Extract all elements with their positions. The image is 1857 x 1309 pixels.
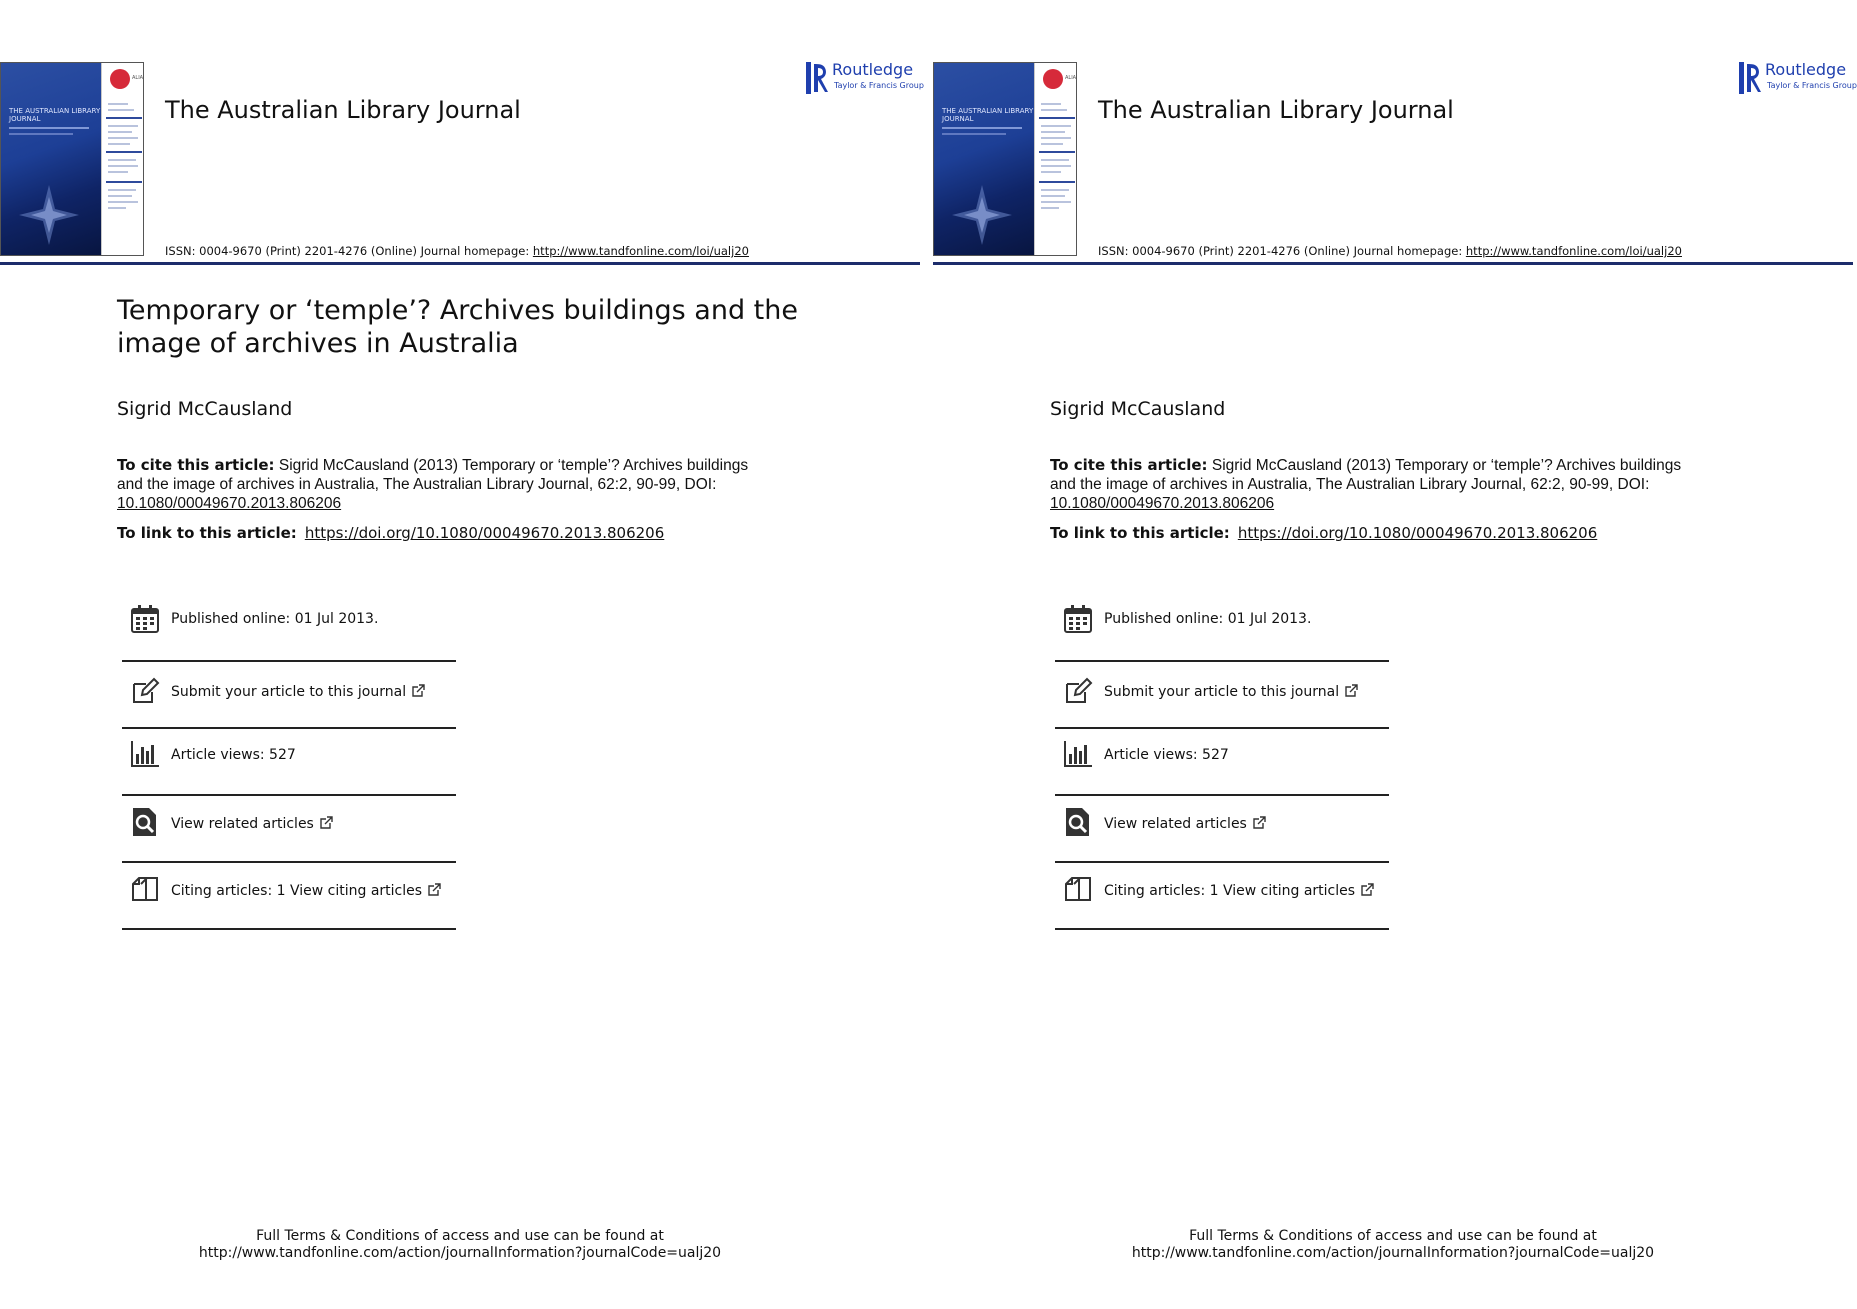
calendar-icon	[1063, 604, 1093, 634]
edit-icon	[130, 676, 160, 706]
publisher-logo	[1734, 60, 1857, 96]
info-row-views	[1055, 729, 1389, 796]
journal-homepage-link[interactable]: http://www.tandfonline.com/loi/ualj20	[532, 244, 749, 258]
published-online-text: Published online: 01 Jul 2013.	[1104, 611, 1312, 627]
terms-line: Full Terms & Conditions of access and use can be found at	[256, 1228, 664, 1244]
edit-icon	[1063, 676, 1093, 706]
cover-front	[934, 63, 1034, 255]
info-row-views	[122, 729, 456, 796]
issn-line	[1098, 244, 1682, 258]
cover-seal-text: ALIA	[1065, 75, 1077, 81]
article-link-line	[1050, 524, 1597, 542]
journal-title: The Australian Library Journal	[1098, 96, 1454, 124]
header-divider	[933, 262, 1853, 265]
citing-articles-icon	[130, 874, 160, 904]
publisher-name: Routledge	[832, 60, 914, 79]
issn-line	[165, 244, 749, 258]
publisher-name: Routledge	[1765, 60, 1847, 79]
external-link-icon	[1345, 684, 1358, 697]
submit-article-link[interactable]: Submit your article to this journal	[171, 684, 425, 700]
published-online-text: Published online: 01 Jul 2013.	[171, 611, 379, 627]
publisher-subtitle: Taylor & Francis Group	[834, 81, 924, 90]
article-views-text: Article views: 527	[1104, 747, 1229, 763]
journal-cover-thumbnail	[933, 62, 1077, 256]
citation-text: Sigrid McCausland (2013) Temporary or ‘temple’? Archives buildings and the image of archives in Australia, The Australian Library Journal, 62:2, 90-99, DOI:	[117, 457, 749, 493]
external-link-icon	[1253, 816, 1266, 829]
article-info-list	[1055, 596, 1389, 930]
terms-and-conditions	[933, 1228, 1853, 1262]
alia-seal-icon	[110, 69, 130, 89]
citation-block	[1050, 456, 1690, 513]
star-emblem-icon	[17, 183, 81, 247]
info-row-published	[122, 596, 456, 662]
cover-title: THE AUSTRALIAN LIBRARY JOURNAL	[9, 107, 101, 123]
info-row-submit[interactable]	[1055, 662, 1389, 729]
issn-text: ISSN: 0004-9670 (Print) 2201-4276 (Online) Journal homepage:	[165, 244, 533, 258]
search-document-icon	[130, 807, 160, 837]
bar-chart-icon	[1063, 739, 1093, 769]
external-link-icon	[320, 816, 333, 829]
star-emblem-icon	[950, 183, 1014, 247]
article-link-label: To link to this article:	[1050, 524, 1230, 542]
cover-seal-text: ALIA	[132, 75, 144, 81]
info-row-citing[interactable]	[1055, 863, 1389, 930]
citation-label: To cite this article:	[117, 456, 275, 474]
cover-page-left	[0, 0, 924, 1309]
article-doi-url-link[interactable]: https://doi.org/10.1080/00049670.2013.806206	[1237, 524, 1598, 542]
citing-articles-icon	[1063, 874, 1093, 904]
article-link-label: To link to this article:	[117, 524, 297, 542]
bar-chart-icon	[130, 739, 160, 769]
journal-title: The Australian Library Journal	[165, 96, 521, 124]
cover-contents	[1034, 63, 1076, 255]
search-document-icon	[1063, 807, 1093, 837]
citing-articles-link[interactable]: Citing articles: 1 View citing articles	[171, 883, 441, 899]
terms-line: Full Terms & Conditions of access and use can be found at	[1189, 1228, 1597, 1244]
external-link-icon	[1361, 883, 1374, 896]
submit-article-link[interactable]: Submit your article to this journal	[1104, 684, 1358, 700]
related-articles-link[interactable]: View related articles	[1104, 816, 1266, 832]
journal-homepage-link[interactable]: http://www.tandfonline.com/loi/ualj20	[1465, 244, 1682, 258]
article-doi-url-link[interactable]: https://doi.org/10.1080/00049670.2013.806206	[304, 524, 665, 542]
citation-doi-link[interactable]: 10.1080/00049670.2013.806206	[1050, 495, 1275, 512]
cover-contents	[101, 63, 143, 255]
article-info-list	[122, 596, 456, 930]
terms-url[interactable]: http://www.tandfonline.com/action/journalInformation?journalCode=ualj20	[1131, 1245, 1655, 1261]
cover-front	[1, 63, 101, 255]
citation-label: To cite this article:	[1050, 456, 1208, 474]
author-name: Sigrid McCausland	[117, 398, 293, 420]
journal-cover-thumbnail	[0, 62, 144, 256]
calendar-icon	[130, 604, 160, 634]
external-link-icon	[412, 684, 425, 697]
info-row-submit[interactable]	[122, 662, 456, 729]
author-name: Sigrid McCausland	[1050, 398, 1226, 420]
routledge-r-icon	[1734, 62, 1761, 96]
header-divider	[0, 262, 920, 265]
external-link-icon	[428, 883, 441, 896]
article-views-text: Article views: 527	[171, 747, 296, 763]
routledge-r-icon	[801, 62, 828, 96]
citing-articles-link[interactable]: Citing articles: 1 View citing articles	[1104, 883, 1374, 899]
related-articles-link[interactable]: View related articles	[171, 816, 333, 832]
article-title: Temporary or ‘temple’? Archives buildings and the image of archives in Australia	[117, 295, 798, 359]
publisher-spine-text: ROUTLEDGE	[1734, 77, 1739, 96]
info-row-related[interactable]	[122, 796, 456, 863]
issn-text: ISSN: 0004-9670 (Print) 2201-4276 (Online) Journal homepage:	[1098, 244, 1466, 258]
publisher-spine-text: ROUTLEDGE	[801, 77, 806, 96]
article-link-line	[117, 524, 664, 542]
info-row-citing[interactable]	[122, 863, 456, 930]
citation-block	[117, 456, 757, 513]
publisher-subtitle: Taylor & Francis Group	[1767, 81, 1857, 90]
cover-title: THE AUSTRALIAN LIBRARY JOURNAL	[942, 107, 1034, 123]
citation-doi-link[interactable]: 10.1080/00049670.2013.806206	[117, 495, 342, 512]
alia-seal-icon	[1043, 69, 1063, 89]
info-row-published	[1055, 596, 1389, 662]
publisher-logo	[801, 60, 924, 96]
terms-url[interactable]: http://www.tandfonline.com/action/journalInformation?journalCode=ualj20	[198, 1245, 722, 1261]
cover-page-right	[933, 0, 1857, 1309]
info-row-related[interactable]	[1055, 796, 1389, 863]
terms-and-conditions	[0, 1228, 920, 1262]
citation-text: Sigrid McCausland (2013) Temporary or ‘temple’? Archives buildings and the image of archives in Australia, The Australian Library Journal, 62:2, 90-99, DOI:	[1050, 457, 1682, 493]
